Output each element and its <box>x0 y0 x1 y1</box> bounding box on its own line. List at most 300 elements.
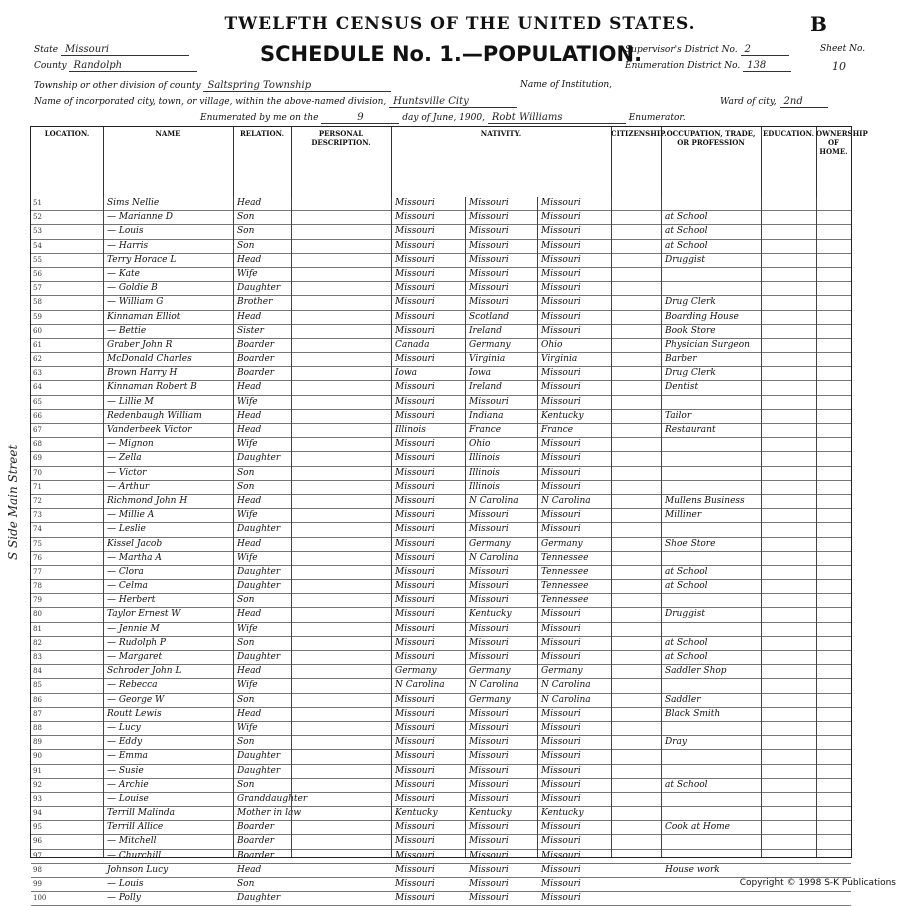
birthplace-cell: Missouri <box>395 495 435 506</box>
table-row <box>31 452 851 466</box>
birthplace-cell: Missouri <box>395 751 435 762</box>
person-name: Kissel Jacob <box>107 538 163 549</box>
mother-birthplace-cell: Missouri <box>541 623 581 634</box>
relation-cell: Head <box>237 609 262 620</box>
birthplace-cell: Missouri <box>395 722 435 733</box>
mother-birthplace-cell: Missouri <box>541 836 581 847</box>
birthplace-cell: Missouri <box>395 793 435 804</box>
person-name: — Martha A <box>107 552 162 563</box>
person-name: Kinnaman Robert B <box>107 382 197 393</box>
col-location: LOCATION. <box>31 127 104 197</box>
occupation-cell: at School <box>665 226 708 237</box>
col-nativity: NATIVITY. <box>391 127 612 197</box>
person-name: — Zella <box>107 453 142 464</box>
mother-birthplace-cell: Virginia <box>541 354 578 365</box>
table-row <box>31 509 851 523</box>
father-birthplace-cell: Germany <box>469 666 511 677</box>
father-birthplace-cell: Missouri <box>469 793 509 804</box>
person-name: Terrill Malinda <box>107 808 175 819</box>
mother-birthplace-cell: Missouri <box>541 198 581 208</box>
mother-birthplace-cell: Tennessee <box>541 552 589 563</box>
line-number: 87 <box>33 709 42 718</box>
birthplace-cell: Missouri <box>395 836 435 847</box>
birthplace-cell: Missouri <box>395 609 435 620</box>
mother-birthplace-cell: Missouri <box>541 439 581 450</box>
birthplace-cell: Missouri <box>395 850 435 861</box>
enumeration-label: Enumeration District No. <box>625 61 741 71</box>
person-name: — Arthur <box>107 481 150 492</box>
father-birthplace-cell: Missouri <box>469 751 509 762</box>
birthplace-cell: Kentucky <box>395 808 438 819</box>
father-birthplace-cell: Illinois <box>469 481 500 492</box>
col-citizenship: CITIZENSHIP. <box>611 127 662 197</box>
mother-birthplace-cell: Missouri <box>541 368 581 379</box>
relation-cell: Daughter <box>237 893 281 904</box>
table-row <box>31 736 851 750</box>
father-birthplace-cell: Missouri <box>469 652 509 662</box>
birthplace-cell: Missouri <box>395 382 435 393</box>
table-row <box>31 438 851 452</box>
mother-birthplace-cell: Missouri <box>541 297 581 308</box>
place-line <box>34 96 517 108</box>
father-birthplace-cell: Missouri <box>469 722 509 733</box>
birthplace-cell: Illinois <box>395 425 426 435</box>
occupation-cell: Mullens Business <box>665 495 745 506</box>
person-name: — Louis <box>107 226 144 237</box>
birthplace-cell: Missouri <box>395 566 435 577</box>
birthplace-cell: Missouri <box>395 879 435 889</box>
line-number: 98 <box>33 865 42 874</box>
line-number: 67 <box>33 426 42 434</box>
person-name: — Emma <box>107 751 148 762</box>
birthplace-cell: Missouri <box>395 198 435 208</box>
relation-cell: Boarder <box>237 822 275 833</box>
line-number: 57 <box>33 284 42 293</box>
line-number: 63 <box>33 369 42 378</box>
relation-cell: Son <box>237 240 255 251</box>
person-name: — Leslie <box>107 524 146 535</box>
father-birthplace-cell: Missouri <box>469 510 509 521</box>
person-name: Routt Lewis <box>107 708 162 719</box>
table-row <box>31 424 851 438</box>
line-number: 84 <box>33 667 42 676</box>
line-number: 75 <box>33 539 42 548</box>
person-name: Johnson Lucy <box>107 864 169 875</box>
relation-cell: Head <box>237 425 262 435</box>
line-number: 85 <box>33 681 42 690</box>
person-name: — Rebecca <box>107 680 158 691</box>
father-birthplace-cell: Missouri <box>469 268 509 279</box>
mother-birthplace-cell: Tennessee <box>541 595 589 606</box>
township-line <box>34 80 391 92</box>
table-row <box>31 410 851 424</box>
relation-cell: Daughter <box>237 581 281 592</box>
person-name: — Kate <box>107 268 140 279</box>
grid-divider <box>103 197 104 857</box>
table-row <box>31 665 851 679</box>
occupation-cell: Shoe Store <box>665 538 716 549</box>
state-label: State <box>34 45 59 55</box>
mother-birthplace-cell: Missouri <box>541 765 581 776</box>
person-name: — Louis <box>107 879 144 889</box>
table-row <box>31 282 851 296</box>
line-number: 73 <box>33 511 42 520</box>
line-number: 58 <box>33 298 42 307</box>
occupation-cell: Boarding House <box>665 311 739 322</box>
birthplace-cell: Missouri <box>395 240 435 251</box>
grid-divider <box>611 197 612 857</box>
enumeration-value: 138 <box>743 60 791 72</box>
mother-birthplace-cell: Tennessee <box>541 581 589 592</box>
table-row <box>31 254 851 268</box>
table-row <box>31 240 851 254</box>
occupation-cell: at School <box>665 779 708 790</box>
table-row <box>31 566 851 580</box>
mother-birthplace-cell: N Carolina <box>541 694 591 705</box>
side-note: S Side Main Street <box>6 444 20 560</box>
line-number: 91 <box>33 766 42 775</box>
relation-cell: Son <box>237 779 255 790</box>
father-birthplace-cell: Missouri <box>469 581 509 592</box>
father-birthplace-cell: Illinois <box>469 467 500 478</box>
occupation-cell: at School <box>665 652 708 662</box>
ward-line <box>720 96 828 108</box>
table-row <box>31 367 851 381</box>
occupation-cell: Drug Clerk <box>665 368 716 379</box>
mother-birthplace-cell: Missouri <box>541 864 581 875</box>
relation-cell: Head <box>237 410 262 421</box>
table-row <box>31 381 851 395</box>
relation-cell: Head <box>237 864 262 875</box>
occupation-cell: Milliner <box>665 510 702 521</box>
line-number: 79 <box>33 596 42 605</box>
line-number: 51 <box>33 199 42 207</box>
relation-cell: Daughter <box>237 765 281 776</box>
person-name: — Herbert <box>107 595 156 606</box>
person-name: Terrill Allice <box>107 822 164 833</box>
father-birthplace-cell: Missouri <box>469 850 509 861</box>
birthplace-cell: Missouri <box>395 481 435 492</box>
birthplace-cell: Missouri <box>395 708 435 719</box>
birthplace-cell: Germany <box>395 666 437 677</box>
col-personal: PERSONAL DESCRIPTION. <box>291 127 392 197</box>
occupation-cell: Book Store <box>665 325 716 336</box>
mother-birthplace-cell: Kentucky <box>541 808 584 819</box>
occupation-cell: Dentist <box>665 382 699 393</box>
person-name: — Harris <box>107 240 149 251</box>
enumeration-line <box>625 60 791 72</box>
father-birthplace-cell: Missouri <box>469 396 509 407</box>
col-ownership: OWNERSHIP OF HOME. <box>816 129 868 156</box>
line-number: 88 <box>33 723 42 732</box>
birthplace-cell: Missouri <box>395 396 435 407</box>
institution-label: Name of Institution, <box>520 80 613 90</box>
birthplace-cell: Missouri <box>395 297 435 308</box>
person-name: Kinnaman Elliot <box>107 311 181 322</box>
mother-birthplace-cell: Missouri <box>541 652 581 662</box>
person-name: Redenbaugh William <box>107 410 202 421</box>
relation-cell: Daughter <box>237 453 281 464</box>
father-birthplace-cell: Missouri <box>469 836 509 847</box>
relation-cell: Daughter <box>237 524 281 535</box>
line-number: 89 <box>33 738 42 747</box>
birthplace-cell: Missouri <box>395 623 435 634</box>
person-name: — Jennie M <box>107 623 160 634</box>
sheet-label: Sheet No. <box>820 44 866 54</box>
table-row <box>31 651 851 665</box>
relation-cell: Son <box>237 595 255 606</box>
person-name: — Bettie <box>107 325 147 336</box>
line-number: 70 <box>33 468 42 477</box>
birthplace-cell: Missouri <box>395 268 435 279</box>
relation-cell: Son <box>237 694 255 705</box>
occupation-cell: Saddler <box>665 694 701 705</box>
birthplace-cell: Missouri <box>395 325 435 336</box>
person-name: — Mitchell <box>107 836 157 847</box>
mother-birthplace-cell: Missouri <box>541 396 581 407</box>
relation-cell: Granddaughter <box>237 793 308 804</box>
relation-cell: Boarder <box>237 850 275 861</box>
mother-birthplace-cell: Missouri <box>541 893 581 904</box>
relation-cell: Daughter <box>237 283 281 294</box>
relation-cell: Boarder <box>237 836 275 847</box>
birthplace-cell: Missouri <box>395 439 435 450</box>
father-birthplace-cell: Missouri <box>469 212 509 223</box>
occupation-cell: at School <box>665 637 708 648</box>
line-number: 60 <box>33 326 42 335</box>
occupation-cell: at School <box>665 212 708 223</box>
occupation-cell: Drug Clerk <box>665 297 716 308</box>
grid-divider <box>233 197 234 857</box>
relation-cell: Daughter <box>237 566 281 577</box>
father-birthplace-cell: Missouri <box>469 779 509 790</box>
person-name: — William G <box>107 297 164 308</box>
father-birthplace-cell: Virginia <box>469 354 506 365</box>
table-row <box>31 807 851 821</box>
father-birthplace-cell: Missouri <box>469 893 509 904</box>
line-number: 80 <box>33 610 42 619</box>
father-birthplace-cell: N Carolina <box>469 552 519 563</box>
supervisor-value: 2 <box>741 44 789 56</box>
occupation-cell: Restaurant <box>665 425 716 435</box>
table-row <box>31 197 851 211</box>
line-number: 86 <box>33 695 42 704</box>
birthplace-cell: Missouri <box>395 254 435 265</box>
mother-birthplace-cell: Missouri <box>541 793 581 804</box>
birthplace-cell: Missouri <box>395 581 435 592</box>
line-number: 90 <box>33 752 42 761</box>
sheet-value: 10 <box>832 60 846 73</box>
father-birthplace-cell: Missouri <box>469 297 509 308</box>
table-row <box>31 523 851 537</box>
table-row <box>31 325 851 339</box>
line-number: 78 <box>33 582 42 591</box>
mother-birthplace-cell: N Carolina <box>541 680 591 691</box>
father-birthplace-cell: Missouri <box>469 623 509 634</box>
person-name: Schroder John L <box>107 666 182 677</box>
father-birthplace-cell: Missouri <box>469 879 509 889</box>
grid-divider <box>465 197 466 857</box>
grid-divider <box>391 197 392 857</box>
line-number: 64 <box>33 383 42 392</box>
father-birthplace-cell: Missouri <box>469 198 509 208</box>
table-row <box>31 722 851 736</box>
line-number: 55 <box>33 255 42 264</box>
county-label: County <box>34 61 67 71</box>
father-birthplace-cell: Illinois <box>469 453 500 464</box>
mother-birthplace-cell: Missouri <box>541 254 581 265</box>
father-birthplace-cell: Indiana <box>469 410 504 421</box>
mother-birthplace-cell: Kentucky <box>541 410 584 421</box>
mother-birthplace-cell: Ohio <box>541 339 563 350</box>
father-birthplace-cell: Ireland <box>469 325 502 336</box>
person-name: — Margaret <box>107 652 163 662</box>
relation-cell: Wife <box>237 510 258 521</box>
relation-cell: Head <box>237 382 262 393</box>
line-number: 65 <box>33 397 42 406</box>
birthplace-cell: Missouri <box>395 694 435 705</box>
father-birthplace-cell: Missouri <box>469 254 509 265</box>
line-number: 92 <box>33 780 42 789</box>
person-name: — Lucy <box>107 722 141 733</box>
line-number: 76 <box>33 553 42 562</box>
ward-label: Ward of city, <box>720 97 777 107</box>
line-number: 69 <box>33 454 42 463</box>
col-occupation: OCCUPATION, TRADE, OR PROFESSION <box>661 127 762 197</box>
birthplace-cell: Missouri <box>395 467 435 478</box>
person-name: Vanderbeek Victor <box>107 425 192 435</box>
mother-birthplace-cell: Missouri <box>541 481 581 492</box>
father-birthplace-cell: Missouri <box>469 708 509 719</box>
line-number: 61 <box>33 340 42 349</box>
table-row <box>31 623 851 637</box>
father-birthplace-cell: France <box>469 425 502 435</box>
father-birthplace-cell: Missouri <box>469 864 509 875</box>
person-name: — Millie A <box>107 510 155 521</box>
relation-cell: Head <box>237 495 262 506</box>
person-name: Brown Harry H <box>107 368 178 379</box>
person-name: — Louise <box>107 793 149 804</box>
occupation-cell: Druggist <box>665 609 705 620</box>
place-label: Name of incorporated city, town, or village, within the above-named division, <box>34 97 387 107</box>
person-name: — Lillie M <box>107 396 154 407</box>
table-row <box>31 268 851 282</box>
line-number: 94 <box>33 809 42 818</box>
relation-cell: Boarder <box>237 368 275 379</box>
mother-birthplace-cell: Missouri <box>541 226 581 237</box>
line-number: 93 <box>33 794 42 803</box>
table-row <box>31 580 851 594</box>
birthplace-cell: Missouri <box>395 637 435 648</box>
line-number: 68 <box>33 440 42 449</box>
person-name: — Rudolph P <box>107 637 166 648</box>
table-row <box>31 481 851 495</box>
birthplace-cell: Missouri <box>395 737 435 748</box>
mother-birthplace-cell: Missouri <box>541 637 581 648</box>
occupation-cell: Saddler Shop <box>665 666 727 677</box>
relation-cell: Son <box>237 467 255 478</box>
table-row <box>31 694 851 708</box>
birthplace-cell: N Carolina <box>395 680 445 691</box>
line-number: 53 <box>33 227 42 236</box>
person-name: — Victor <box>107 467 147 478</box>
occupation-cell: Dray <box>665 737 687 748</box>
table-row <box>31 835 851 849</box>
line-number: 59 <box>33 312 42 321</box>
grid-divider <box>761 197 762 857</box>
father-birthplace-cell: Kentucky <box>469 808 512 819</box>
birthplace-cell: Missouri <box>395 822 435 833</box>
person-name: Terry Horace L <box>107 254 177 265</box>
mother-birthplace-cell: Germany <box>541 666 583 677</box>
birthplace-cell: Missouri <box>395 354 435 365</box>
occupation-cell: House work <box>665 864 720 875</box>
birthplace-cell: Missouri <box>395 311 435 322</box>
line-number: 83 <box>33 653 42 661</box>
father-birthplace-cell: Missouri <box>469 566 509 577</box>
enumerator-name: Robt Williams <box>488 112 626 124</box>
birthplace-cell: Missouri <box>395 893 435 904</box>
relation-cell: Head <box>237 254 262 265</box>
grid-divider <box>291 197 292 857</box>
mother-birthplace-cell: Missouri <box>541 822 581 833</box>
mother-birthplace-cell: Missouri <box>541 524 581 535</box>
occupation-cell: at School <box>665 566 708 577</box>
mother-birthplace-cell: Missouri <box>541 722 581 733</box>
birthplace-cell: Missouri <box>395 864 435 875</box>
birthplace-cell: Iowa <box>395 368 418 379</box>
place-value: Huntsville City <box>389 96 517 108</box>
sheet-letter: B <box>810 12 827 36</box>
grid-divider <box>537 197 538 857</box>
line-number: 82 <box>33 638 42 647</box>
person-name: Graber John R <box>107 339 173 350</box>
relation-cell: Brother <box>237 297 273 308</box>
line-number: 77 <box>33 567 42 576</box>
relation-cell: Head <box>237 538 262 549</box>
father-birthplace-cell: Missouri <box>469 283 509 294</box>
relation-cell: Boarder <box>237 354 275 365</box>
table-row <box>31 878 851 892</box>
county-line <box>34 60 197 72</box>
person-name: Richmond John H <box>107 495 188 506</box>
township-value: Saltspring Township <box>203 80 391 92</box>
person-name: — Marianne D <box>107 212 173 223</box>
mother-birthplace-cell: Missouri <box>541 751 581 762</box>
line-number: 97 <box>33 851 42 860</box>
person-name: — Archie <box>107 779 149 790</box>
table-row <box>31 850 851 864</box>
line-number: 52 <box>33 213 42 222</box>
person-name: — Goldie B <box>107 283 158 294</box>
county-value: Randolph <box>69 60 197 72</box>
line-number: 71 <box>33 482 42 491</box>
grid-divider <box>816 197 817 857</box>
relation-cell: Wife <box>237 722 258 733</box>
mother-birthplace-cell: Missouri <box>541 325 581 336</box>
relation-cell: Head <box>237 198 262 208</box>
mother-birthplace-cell: Missouri <box>541 737 581 748</box>
enumerated-day: 9 <box>321 112 399 124</box>
relation-cell: Son <box>237 212 255 223</box>
father-birthplace-cell: Missouri <box>469 524 509 535</box>
table-row <box>31 311 851 325</box>
relation-cell: Son <box>237 481 255 492</box>
line-number: 54 <box>33 241 42 250</box>
line-number: 96 <box>33 837 42 846</box>
father-birthplace-cell: Iowa <box>469 368 492 379</box>
father-birthplace-cell: Germany <box>469 694 511 705</box>
